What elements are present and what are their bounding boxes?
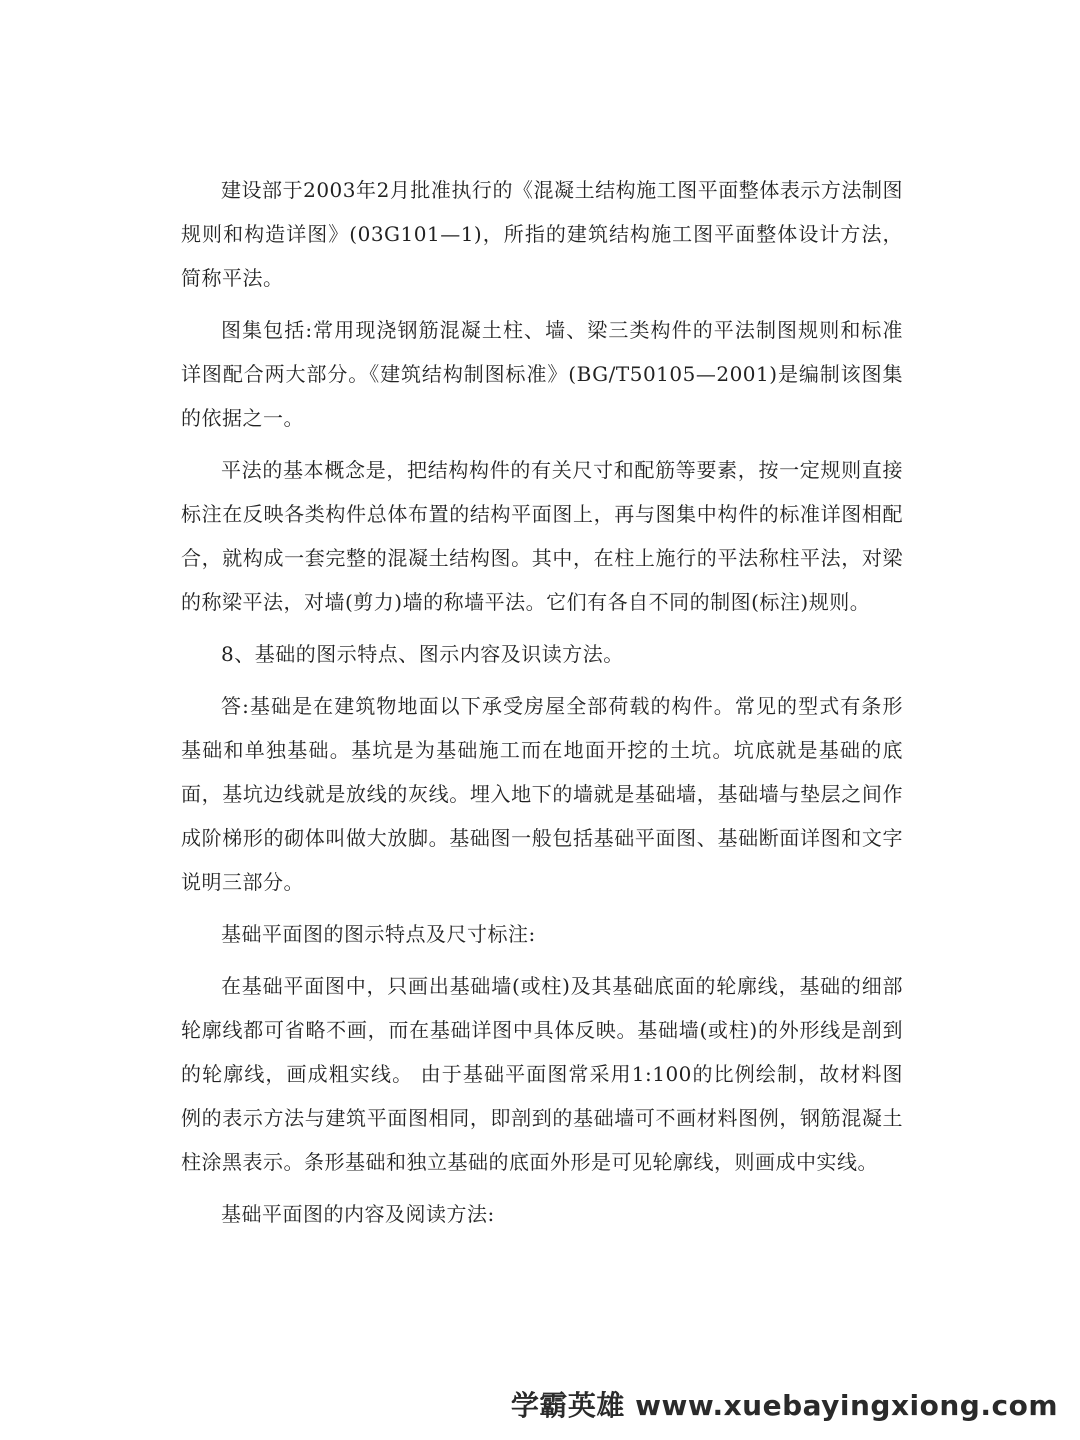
question-heading-foundation: 8、基础的图示特点、图示内容及识读方法。 <box>221 642 624 666</box>
subheading-plan-reading: 基础平面图的内容及阅读方法: <box>221 1202 495 1226</box>
paragraph-pingfa-concept: 平法的基本概念是，把结构构件的有关尺寸和配筋等要素，按一定规则直接标注在反映各类构件总体布置的结构平面图上，再与图集中构件的标准详图相配合，就构成一套完整的混凝土结构图。其中，在柱上施行的平法称柱平法，对梁的称梁平法，对墙(剪力)墙的称墙平法。它们有各自不同的制图(标注)规则。 <box>181 458 903 614</box>
document-body <box>181 168 903 1244</box>
paragraph-atlas-contents: 图集包括:常用现浇钢筋混凝土柱、墙、梁三类构件的平法制图规则和标准详图配合两大部分。《建筑结构制图标准》(BG/T50105—2001)是编制该图集的依据之一。 <box>181 318 903 430</box>
subheading-plan-features: 基础平面图的图示特点及尺寸标注: <box>221 922 536 946</box>
paragraph-pingfa-definition: 建设部于2003年2月批准执行的《混凝土结构施工图平面整体表示方法制图规则和构造详图》(03G101—1)，所指的建筑结构施工图平面整体设计方法，简称平法。 <box>181 178 903 290</box>
site-watermark: 学霸英雄 www.xuebayingxiong.com <box>510 1389 1058 1422</box>
paragraph-plan-features: 在基础平面图中，只画出基础墙(或柱)及其基础底面的轮廓线，基础的细部轮廓线都可省略不画，而在基础详图中具体反映。基础墙(或柱)的外形线是剖到的轮廓线，画成粗实线。 由于基础平面图常采用1:100的比例绘制，故材料图例的表示方法与建筑平面图相同，即剖到的基础墙可不画材料图例，钢筋混凝土柱涂黑表示。条形基础和独立基础的底面外形是可见轮廓线，则画成中实线。 <box>181 974 903 1174</box>
paragraph-foundation-answer: 答:基础是在建筑物地面以下承受房屋全部荷载的构件。常见的型式有条形基础和单独基础。基坑是为基础施工而在地面开挖的土坑。坑底就是基础的底面，基坑边线就是放线的灰线。埋入地下的墙就是基础墙，基础墙与垫层之间作成阶梯形的砌体叫做大放脚。基础图一般包括基础平面图、基础断面详图和文字说明三部分。 <box>181 694 903 894</box>
